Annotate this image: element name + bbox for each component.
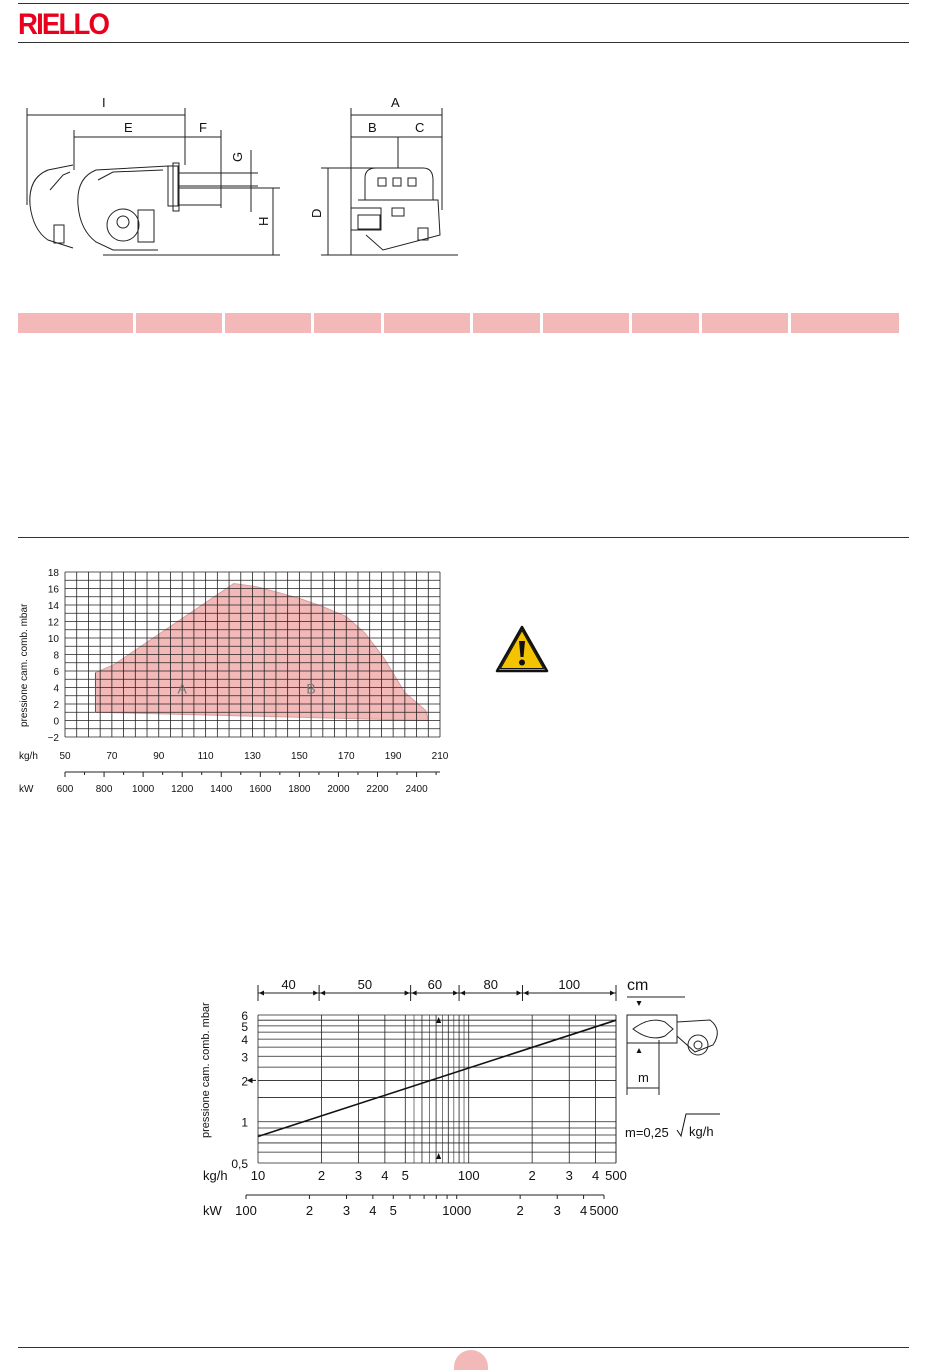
y-tick-label: 3 (241, 1050, 248, 1065)
x-tick-label: 5 (401, 1168, 409, 1183)
segment-label: 80 (483, 977, 499, 992)
y-tick-label: 12 (47, 617, 59, 629)
x-tick-label: 2 (528, 1168, 536, 1183)
y-tick-label: 10 (47, 634, 59, 645)
dimension-drawing (18, 90, 458, 265)
y-tick-label: 4 (241, 1033, 248, 1048)
y-tick-label: 18 (47, 568, 59, 579)
y-tick-label: 8 (53, 650, 59, 662)
x-tick-label: 110 (197, 751, 214, 762)
table-header-cell (473, 313, 540, 333)
segment-label: 60 (427, 977, 443, 992)
dim-label-G: G (230, 151, 245, 162)
x-tick-label: 150 (291, 751, 308, 762)
dim-label-C: C (415, 120, 425, 135)
x-tick-label: 190 (384, 751, 402, 762)
x-tick-label: 4 (591, 1168, 600, 1183)
table-header-cell (314, 313, 381, 333)
kw-tick-label: 1600 (249, 784, 272, 795)
bottom-arrow-marker (436, 1153, 441, 1159)
brand-logo: RIELLO (18, 8, 109, 41)
x-tick-label: 100 (457, 1168, 480, 1183)
x-tick-label: 70 (106, 751, 118, 762)
kw-tick-label: 2200 (366, 784, 389, 795)
dimension-table-header (18, 313, 909, 333)
y-tick-label: 14 (47, 601, 59, 612)
flame-dim-arrow (637, 1001, 642, 1053)
kw-tick-label: 2 (305, 1203, 314, 1218)
kw-tick-label: 1200 (171, 784, 194, 795)
top-rule (18, 3, 909, 4)
y-tick-label: 2 (241, 1074, 248, 1089)
flame-chamber (627, 1015, 677, 1043)
table-header-cell (136, 313, 222, 333)
x-tick-label: 3 (354, 1168, 363, 1183)
region-label-B: B (306, 680, 316, 697)
x-tick-label: 500 (605, 1168, 627, 1183)
kw-tick-label: 5 (389, 1203, 397, 1218)
y-arrow-marker (248, 1078, 256, 1082)
region-label-A: A (177, 680, 187, 697)
kw-tick-label: 1000 (442, 1203, 472, 1218)
y-tick-label: 6 (53, 667, 59, 678)
kw-tick-label: 5000 (589, 1203, 619, 1218)
y-tick-label: 5 (241, 1019, 248, 1034)
kw-tick-label: 1400 (210, 784, 233, 795)
dim-label-E: E (124, 120, 133, 135)
formula-unit: kg/h (689, 1124, 714, 1139)
kw-tick-label: 800 (95, 784, 113, 795)
kw-tick-label: 1800 (288, 784, 311, 795)
x-tick-label: 10 (250, 1168, 266, 1183)
y-axis-label: pressione cam. comb. mbar (19, 603, 30, 727)
table-header-cell (225, 313, 311, 333)
kw-tick-label: 1000 (132, 784, 155, 795)
table-header-cell (543, 313, 629, 333)
y-tick-label: 0 (53, 716, 59, 728)
dim-label-A: A (391, 95, 400, 110)
dim-label-D: D (309, 208, 324, 218)
table-header-cell (18, 313, 133, 333)
burner-fan-hub (694, 1041, 702, 1049)
kw-tick-label: 4 (579, 1203, 588, 1218)
y-tick-label: 2 (53, 700, 59, 711)
page-number-badge (454, 1350, 488, 1370)
kw-axis-label: kW (203, 1203, 222, 1218)
dim-label-F: F (199, 120, 207, 135)
y-axis-label: pressione cam. comb. mbar (200, 1002, 212, 1138)
flame-m-label: m (638, 1070, 649, 1085)
x-tick-label: 4 (381, 1168, 389, 1183)
table-header-cell (384, 313, 470, 333)
kw-tick-label: 3 (553, 1203, 561, 1218)
kw-tick-label: 4 (369, 1203, 377, 1218)
kw-axis-label: kW (19, 784, 34, 795)
burner-head (677, 1020, 717, 1052)
kw-tick-label: 3 (342, 1203, 351, 1218)
x-tick-label: 210 (431, 751, 449, 762)
x-axis-label: kg/h (19, 751, 38, 762)
header-rule (18, 42, 909, 43)
pressure-line (258, 1020, 616, 1136)
y-tick-label: 16 (47, 584, 59, 596)
x-tick-label: 130 (244, 751, 261, 762)
dim-label-H: H (256, 216, 271, 226)
kw-tick-label: 100 (235, 1203, 257, 1218)
x-tick-label: 170 (337, 751, 355, 762)
dim-label-I: I (102, 95, 106, 110)
flame-shape (633, 1020, 673, 1038)
pressure-log-chart (195, 970, 735, 1225)
x-tick-label: 3 (565, 1168, 573, 1183)
kw-tick-label: 2400 (405, 784, 428, 795)
x-axis-label: kg/h (203, 1168, 228, 1183)
kw-tick-label: 2000 (327, 784, 350, 795)
kw-tick-label: 2 (516, 1203, 524, 1218)
segment-unit-label: cm (627, 977, 649, 994)
warning-triangle-icon (495, 625, 549, 673)
x-tick-label: 50 (59, 751, 71, 762)
segment-label: 40 (281, 977, 296, 992)
table-header-cell (632, 313, 699, 333)
y-tick-label: 4 (53, 683, 59, 695)
y-tick-label: 6 (241, 1009, 248, 1023)
table-header-cell (791, 313, 899, 333)
y-tick-label: 1 (241, 1115, 248, 1130)
segment-label: 100 (558, 977, 581, 992)
section-rule (18, 537, 909, 538)
formula-text: m=0,25 (625, 1125, 669, 1140)
table-header-cell (702, 313, 788, 333)
firing-rate-chart (15, 560, 460, 800)
kw-tick-label: 600 (56, 784, 74, 795)
burner-fan (688, 1035, 708, 1055)
segment-label: 50 (357, 977, 373, 992)
y-tick-label: −2 (47, 733, 59, 744)
working-field-area (95, 584, 428, 721)
x-tick-label: 90 (153, 751, 165, 762)
x-tick-label: 2 (317, 1168, 326, 1183)
y-tick-label: 0,5 (231, 1157, 248, 1171)
dim-label-B: B (368, 120, 377, 135)
footer-rule (18, 1347, 909, 1348)
